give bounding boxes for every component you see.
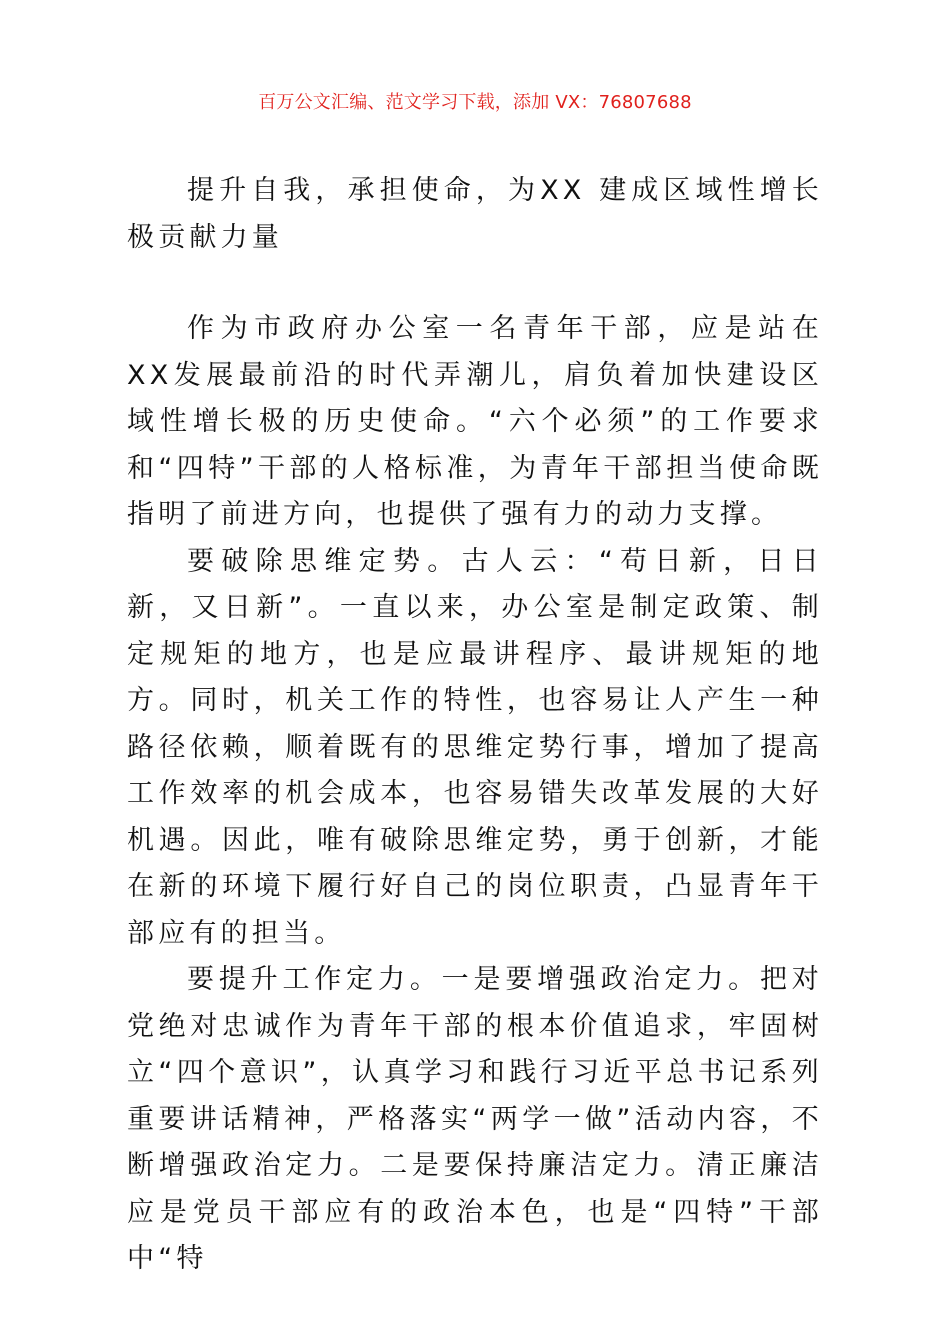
paragraph-intro: 作为市政府办公室一名青年干部，应是站在XX发展最前沿的时代弄潮儿，肩负着加快建设区域性增长极的历史使命。“六个必须”的工作要求和“四特”干部的人格标准，为青年干部担当使命既指明了前进方向，也提供了强有力的动力支撑。 (127, 313, 823, 530)
document-body (127, 306, 823, 1283)
document-title: 提升自我，承担使命，为XX 建成区域性增长极贡献力量 (127, 175, 823, 253)
paragraph-break-thinking: 要破除思维定势。古人云：“苟日新，日日新，又日新”。一直以来，办公室是制定政策、制定规矩的地方，也是应最讲程序、最讲规矩的地方。同时，机关工作的特性，也容易让人产生一种路径依赖，顺着既有的思维定势行事，增加了提高工作效率的机会成本，也容易错失改革发展的大好机遇。因此，唯有破除思维定势，勇于创新，才能在新的环境下履行好自己的岗位职责，凸显青年干部应有的担当。 (127, 545, 823, 949)
paragraph-work-focus: 要提升工作定力。一是要增强政治定力。把对党绝对忠诚作为青年干部的根本价值追求，牢固树立“四个意识”，认真学习和践行习近平总书记系列重要讲话精神，严格落实“两学一做”活动内容，不断增强政治定力。二是要保持廉洁定力。清正廉洁应是党员干部应有的政治本色，也是“四特”干部中“特 (127, 964, 823, 1274)
header-watermark-note: 百万公文汇编、范文学习下载，添加 VX：76807688 (258, 92, 692, 113)
